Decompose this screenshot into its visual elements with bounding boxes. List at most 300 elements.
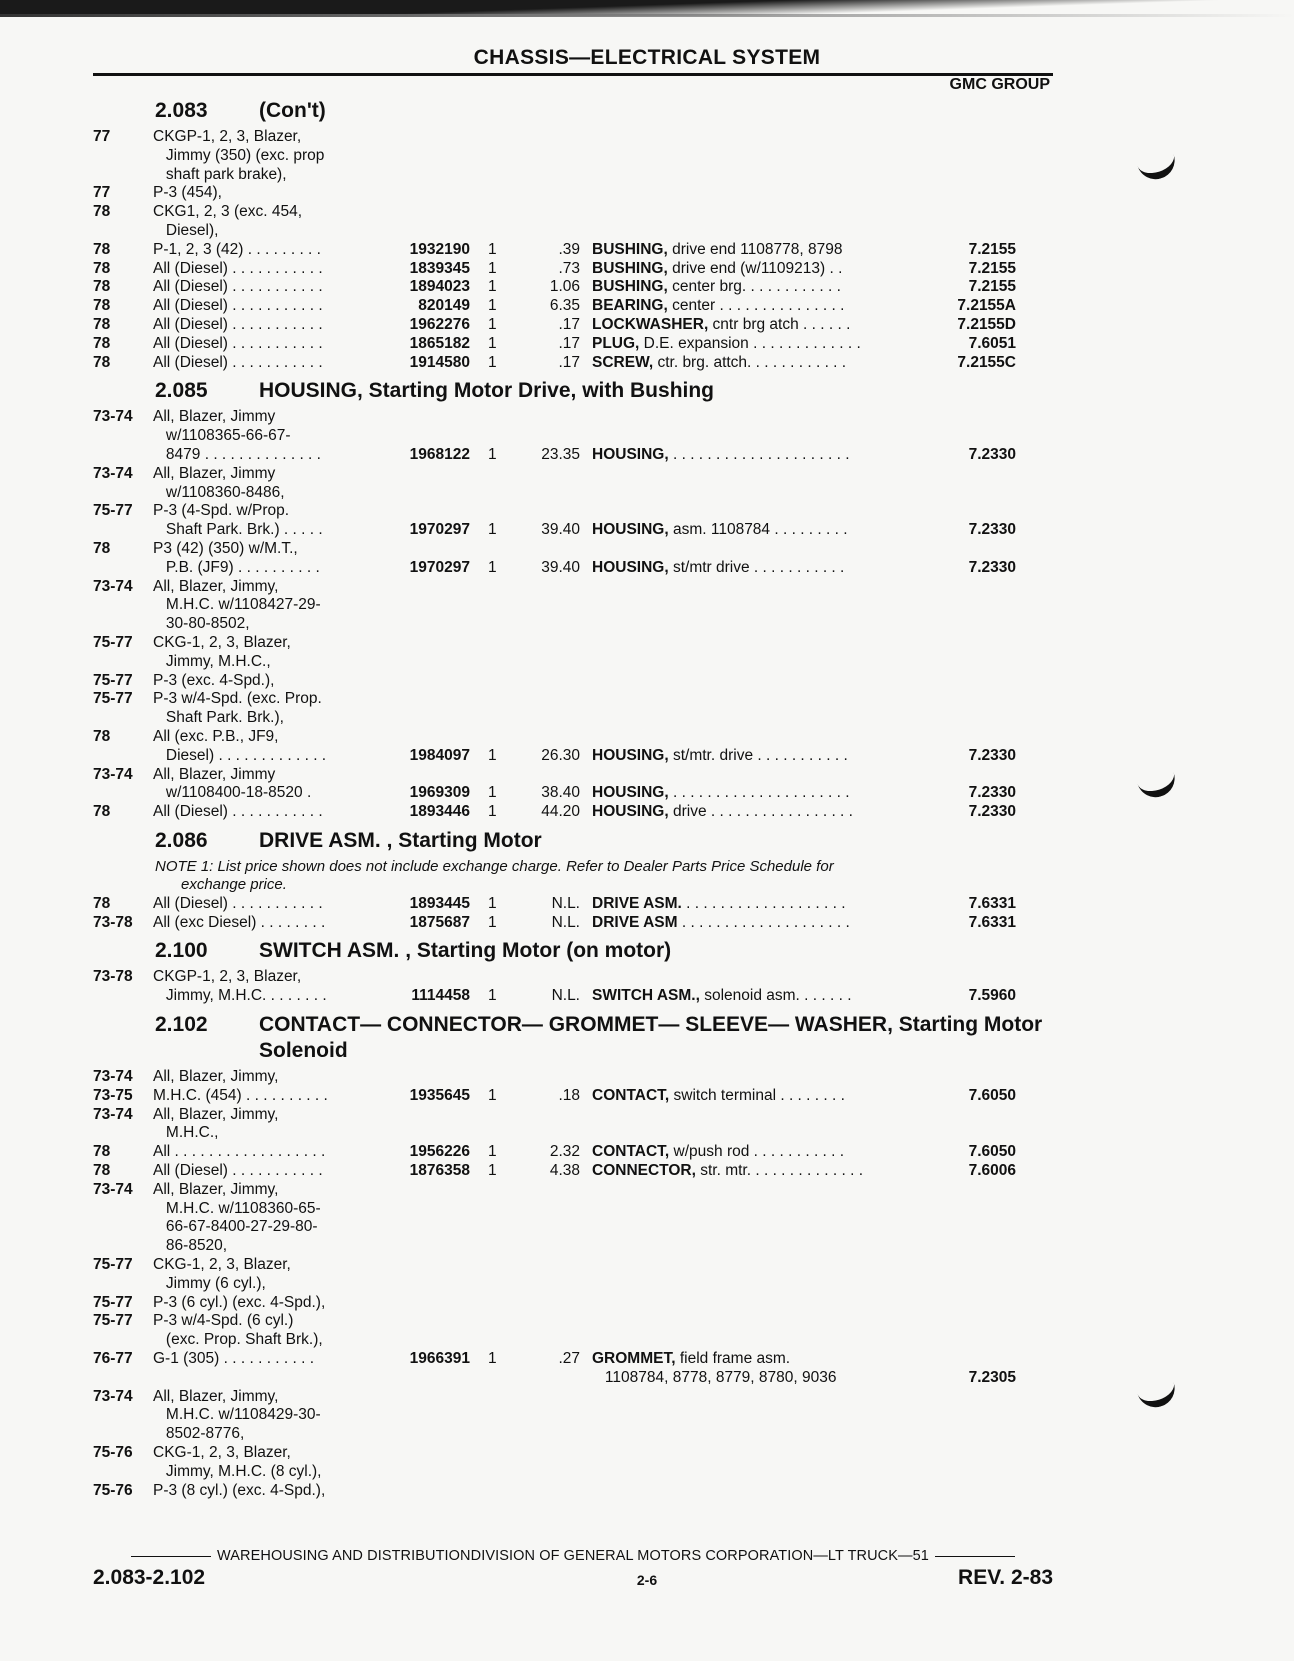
table-row [93,484,1073,503]
part-name: HOUSING, [592,521,669,539]
table-row [93,895,1073,914]
application: All . . . . . . . . . . . . . . . . . . [153,1143,326,1161]
application: Shaft Park. Brk.), [153,709,284,727]
model-year [93,427,153,446]
application: Jimmy, M.H.C., [153,652,271,670]
model-year: 73-74 [93,408,133,426]
model-year: 75-77 [93,1293,133,1311]
application: M.H.C. w/1108427-29- [153,596,321,614]
model-year: 73-74 [93,1180,133,1198]
table-row [93,634,1073,653]
part-name: SWITCH ASM., [592,987,700,1005]
application: All, Blazer, Jimmy, [153,1180,279,1198]
application: shaft park brake), [153,165,287,183]
description [580,521,906,540]
application: CKG1, 2, 3 (exc. 454, [153,203,303,221]
price: 4.38 [549,1162,580,1180]
application: All (Diesel) . . . . . . . . . . . [153,803,323,821]
application: All (Diesel) . . . . . . . . . . . [153,259,323,277]
price: .17 [558,353,580,371]
application: All, Blazer, Jimmy, [153,1387,279,1405]
part-number: 1956226 [409,1143,470,1161]
model-year: 78 [93,315,111,333]
quantity: 1 [488,278,497,296]
application: w/1108365-66-67- [153,427,291,445]
model-year: 75-77 [93,1312,133,1330]
table-row [93,316,1073,335]
model-year: 75-77 [93,671,133,689]
model-year [93,747,153,766]
part-number: 1893446 [409,803,470,821]
group-number: 7.5960 [968,987,1016,1005]
group-number: 7.2330 [968,784,1016,802]
section-title: (Con't) [259,99,326,122]
table-row [93,1388,1073,1407]
model-year: 73-74 [93,1387,133,1405]
description [580,1087,906,1106]
application: All, Blazer, Jimmy, [153,1068,279,1086]
model-year [93,1463,153,1482]
footer-rule-left [131,1556,211,1557]
model-year: 78 [93,297,111,315]
table-row [93,596,1073,615]
model-year: 77 [93,128,111,145]
application: All (exc. P.B., JF9, [153,727,279,745]
description [580,784,906,803]
part-number: 1932190 [409,240,470,258]
application: 86-8520, [153,1237,228,1255]
table-row [93,1181,1073,1200]
table-row [93,166,1073,185]
model-year [93,1237,153,1256]
description [580,987,906,1006]
table-row [93,335,1073,354]
application: All, Blazer, Jimmy, [153,577,279,595]
table-row [93,1124,1073,1143]
price: 23.35 [541,445,580,463]
part-detail: . . . . . . . . . . . . . . . . . . . . . [668,784,850,802]
quantity: 1 [488,1143,497,1161]
model-year [93,615,153,634]
footer-rule-right [935,1556,1015,1557]
part-number: 1935645 [409,1086,470,1104]
table-row [93,1369,1073,1388]
table-row [93,1087,1073,1106]
application: P-3 (exc. 4-Spd.), [153,671,275,689]
application: CKGP-1, 2, 3, Blazer, [153,128,302,145]
model-year: 78 [93,894,111,912]
group-number: 7.2155 [968,278,1016,296]
part-number: 1875687 [409,913,470,931]
price: .18 [558,1086,580,1104]
group-number: 7.2155C [957,353,1016,371]
description [580,1162,906,1181]
part-name: PLUG, [592,334,640,352]
table-row [93,1406,1073,1425]
model-year [93,1124,153,1143]
quantity: 1 [488,259,497,277]
section-header [93,1012,1073,1064]
application: All (Diesel) . . . . . . . . . . . [153,894,323,912]
table-row [93,690,1073,709]
model-year: 78 [93,334,111,352]
part-number: 1914580 [409,353,470,371]
table-row [93,1256,1073,1275]
model-year: 78 [93,539,111,557]
model-year [93,653,153,672]
description [580,335,906,354]
application: M.H.C., [153,1124,219,1142]
description [580,354,906,373]
model-year [93,446,153,465]
part-name: HOUSING, [592,746,669,764]
part-number: 1894023 [409,278,470,296]
part-name: LOCKWASHER, [592,315,709,333]
binder-hole-mark [1134,763,1179,802]
part-name: SCREW, [592,353,654,371]
application: All, Blazer, Jimmy, [153,1105,279,1123]
group-number: 7.6050 [968,1143,1016,1161]
part-number: 1114458 [411,987,470,1005]
price: 1.06 [549,278,580,296]
part-name: BUSHING, [592,240,668,258]
part-number: 1984097 [409,746,470,764]
model-year: 73-78 [93,968,133,986]
application: P-3 (6 cyl.) (exc. 4-Spd.), [153,1293,326,1311]
description [580,559,906,578]
model-year [93,222,153,241]
part-detail: . . . . . . . . . . . . . . . . . . . . . [668,445,850,463]
part-detail: . . . . . . . . . . . . . . . . . . . . [677,913,850,931]
table-row [93,260,1073,279]
application: CKG-1, 2, 3, Blazer, [153,633,291,651]
price: N.L. [551,894,580,912]
model-year: 73-75 [93,1086,133,1104]
table-row [93,747,1073,766]
table-row [93,241,1073,260]
part-number: 1865182 [409,334,470,352]
part-name: HOUSING, [592,803,669,821]
application: All (Diesel) . . . . . . . . . . . [153,278,323,296]
price: .39 [558,240,580,258]
application: M.H.C. w/1108360-65- [153,1199,321,1217]
table-row [93,465,1073,484]
quantity: 1 [488,334,497,352]
model-year: 78 [93,240,111,258]
price: .17 [558,334,580,352]
part-detail: solenoid asm. . . . . . . [699,987,852,1005]
application: P-3 (4-Spd. w/Prop. [153,502,290,520]
price: .73 [558,259,580,277]
table-row [93,203,1073,222]
table-row [93,1143,1073,1162]
part-detail: center brg. . . . . . . . . . . . [667,278,841,296]
parts-listing [93,98,1073,1500]
part-name: DRIVE ASM [592,913,678,931]
section-header [93,938,1073,964]
group-label: GMC GROUP [949,76,1050,93]
price: .27 [558,1350,580,1368]
section-number: 2.102 [155,1013,208,1037]
footer-page-number: 2-6 [636,1572,658,1588]
section-title: SWITCH ASM. , Starting Motor (on motor) [259,939,672,963]
table-row [93,1237,1073,1256]
description [580,260,906,279]
note-line: NOTE 1: List price shown does not include exchange charge. Refer to Dealer Parts Price Schedule for [155,857,834,875]
part-number: 1893445 [409,894,470,912]
application: P-3 (454), [153,184,222,202]
quantity: 1 [488,521,497,539]
part-name: DRIVE ASM. [592,894,682,912]
description [580,803,906,822]
model-year [93,1275,153,1294]
part-number: 1962276 [409,315,470,333]
model-year: 78 [93,1162,111,1180]
application: All (Diesel) . . . . . . . . . . . [153,1162,323,1180]
application: w/1108400-18-8520 . [153,784,312,802]
quantity: 1 [488,315,497,333]
model-year [93,521,153,540]
part-number: 1876358 [409,1162,470,1180]
section-header [93,378,1073,404]
part-number: 820149 [418,297,470,315]
model-year: 78 [93,353,111,371]
table-row [93,766,1073,785]
model-year: 73-74 [93,577,133,595]
quantity: 1 [488,1162,497,1180]
model-year: 78 [93,203,111,221]
model-year: 78 [93,259,111,277]
section-header [93,828,1073,854]
model-year: 75-76 [93,1481,133,1499]
quantity: 1 [488,987,497,1005]
model-year [93,596,153,615]
application: Jimmy (350) (exc. prop [153,146,325,164]
group-number: 7.2330 [968,558,1016,576]
table-row [93,559,1073,578]
part-number: 1839345 [409,259,470,277]
price: 38.40 [541,784,580,802]
table-row [93,615,1073,634]
application: P-1, 2, 3 (42) . . . . . . . . . [153,240,321,258]
model-year [93,1331,153,1350]
binder-hole-mark [1134,1373,1179,1412]
quantity: 1 [488,240,497,258]
group-number: 7.2155D [957,315,1016,333]
table-row [93,672,1073,691]
description [580,446,906,465]
description [580,914,906,933]
section-number: 2.086 [155,828,208,852]
table-row [93,728,1073,747]
part-name: BUSHING, [592,278,668,296]
application: Diesel) . . . . . . . . . . . . . [153,746,327,764]
table-row [93,1444,1073,1463]
part-name: HOUSING, [592,784,669,802]
table-row [93,803,1073,822]
model-year [93,1406,153,1425]
model-year: 75-77 [93,633,133,651]
description [580,241,906,260]
model-year: 73-74 [93,1068,133,1086]
price: 2.32 [549,1143,580,1161]
part-detail: drive end 1108778, 8798 [667,240,843,258]
model-year [93,784,153,803]
footer-publisher-line [93,1548,1053,1564]
table-row [93,1463,1073,1482]
description [580,316,906,335]
group-number: 7.2330 [968,746,1016,764]
part-name: GROMMET, [592,1350,676,1368]
price: 26.30 [541,746,580,764]
part-name: BEARING, [592,297,668,315]
model-year [93,484,153,503]
part-detail: st/mtr. drive . . . . . . . . . . . [668,746,848,764]
model-year [93,987,153,1006]
part-number: 1966391 [409,1350,470,1368]
group-number: 7.2330 [968,445,1016,463]
footer-revision: REV. 2-83 [958,1566,1053,1589]
application: CKG-1, 2, 3, Blazer, [153,1256,291,1274]
quantity: 1 [488,784,497,802]
description [580,1143,906,1162]
table-row [93,446,1073,465]
application: P-3 w/4-Spd. (exc. Prop. [153,690,322,708]
part-detail: ctr. brg. attch. . . . . . . . . . . . [653,353,847,371]
table-row [93,1312,1073,1331]
table-row [93,427,1073,446]
table-row [93,914,1073,933]
group-number: 7.2305 [968,1368,1016,1386]
part-detail: . . . . . . . . . . . . . . . . . . . [681,894,846,912]
model-year: 73-74 [93,464,133,482]
table-row [93,222,1073,241]
table-row [93,1162,1073,1181]
application: Shaft Park. Brk.) . . . . . [153,521,323,539]
model-year: 77 [93,184,111,202]
table-row [93,354,1073,373]
quantity: 1 [488,913,497,931]
part-detail: str. mtr. . . . . . . . . . . . . . [695,1162,864,1180]
group-number [906,1350,1016,1369]
price: 39.40 [541,521,580,539]
part-name: HOUSING, [592,558,669,576]
model-year [93,1425,153,1444]
model-year: 73-74 [93,1105,133,1123]
group-number: 7.2155A [957,297,1016,315]
group-number: 7.6331 [968,913,1016,931]
table-row [93,1068,1073,1087]
price: N.L. [551,913,580,931]
section-header [93,98,1073,124]
part-number: 1970297 [409,558,470,576]
model-year: 78 [93,803,111,821]
group-number: 7.2155 [968,259,1016,277]
quantity: 1 [488,1086,497,1104]
application: M.H.C. (454) . . . . . . . . . . [153,1086,328,1104]
table-row [93,709,1073,728]
model-year [93,1200,153,1219]
table-row [93,1275,1073,1294]
table-row [93,540,1073,559]
application: Diesel), [153,221,219,239]
price: 44.20 [541,803,580,821]
part-number: 1968122 [409,445,470,463]
table-row [93,578,1073,597]
application: CKG-1, 2, 3, Blazer, [153,1444,291,1462]
price: N.L. [551,987,580,1005]
table-row [93,1200,1073,1219]
model-year: 76-77 [93,1350,133,1368]
price: .17 [558,315,580,333]
part-detail: cntr brg atch . . . . . . [708,315,851,333]
part-name: BUSHING, [592,259,668,277]
application: All (exc Diesel) . . . . . . . . [153,913,326,931]
model-year [93,147,153,166]
table-row [93,147,1073,166]
quantity: 1 [488,746,497,764]
column-spacer [388,1369,580,1388]
model-year: 73-78 [93,913,133,931]
table-row [93,184,1073,203]
table-row [93,521,1073,540]
price: 6.35 [549,297,580,315]
part-name: CONNECTOR, [592,1162,696,1180]
part-name: HOUSING, [592,445,669,463]
part-detail: w/push rod . . . . . . . . . . . [669,1143,845,1161]
table-row [93,653,1073,672]
part-detail: switch terminal . . . . . . . . [669,1086,845,1104]
group-number: 7.6331 [968,894,1016,912]
model-year: 78 [93,727,111,745]
group-number: 7.6006 [968,1162,1016,1180]
table-row [93,502,1073,521]
description [580,895,906,914]
application: All, Blazer, Jimmy [153,408,276,426]
footer-section-range: 2.083-2.102 [93,1566,206,1589]
part-detail: center . . . . . . . . . . . . . . . [667,297,845,315]
application: Jimmy, M.H.C. . . . . . . . [153,987,327,1005]
application: 30-80-8502, [153,615,250,633]
group-number: 7.2330 [968,803,1016,821]
quantity: 1 [488,353,497,371]
model-year [93,166,153,185]
application: P.B. (JF9) . . . . . . . . . . [153,558,320,576]
table-row [93,1350,1073,1369]
model-year: 73-74 [93,765,133,783]
application: (exc. Prop. Shaft Brk.), [153,1331,323,1349]
table-row [93,1331,1073,1350]
application: P3 (42) (350) w/M.T., [153,539,298,557]
application: Jimmy, M.H.C. (8 cyl.), [153,1462,322,1480]
table-row [93,1218,1073,1237]
description [580,1350,906,1369]
quantity: 1 [488,445,497,463]
table-row [93,278,1073,297]
section-number: 2.100 [155,939,208,963]
application: CKGP-1, 2, 3, Blazer, [153,968,302,986]
part-detail: drive end (w/1109213) . . [667,259,843,277]
model-year: 78 [93,278,111,296]
part-detail: field frame asm. [675,1350,791,1368]
table-row [93,784,1073,803]
application: All, Blazer, Jimmy [153,765,276,783]
model-year [93,559,153,578]
application: All (Diesel) . . . . . . . . . . . [153,334,323,352]
application: Jimmy (6 cyl.), [153,1274,266,1292]
application: w/1108360-8486, [153,483,285,501]
application: 8502-8776, [153,1425,245,1443]
